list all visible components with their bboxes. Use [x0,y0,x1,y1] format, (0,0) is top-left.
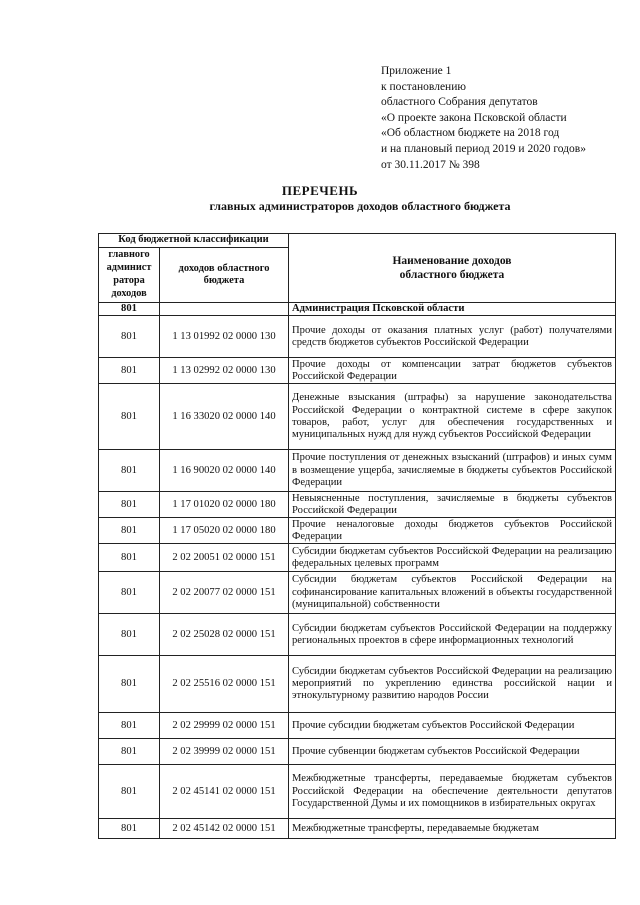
income-name-cell: Прочие субвенции бюджетам субъектов Российской Федерации [289,739,616,765]
income-name-cell: Межбюджетные трансферты, передаваемые бюджетам [289,819,616,839]
income-code-cell: 2 02 45141 02 0000 151 [160,765,289,819]
table-row [99,819,616,839]
admin-code-cell: 801 [99,656,160,713]
table-row [99,316,616,358]
table-row [99,656,616,713]
income-name-cell: Прочие доходы от компенсации затрат бюджетов субъектов Российской Федерации [289,358,616,384]
annex-line: Приложение 1 [381,65,452,77]
income-code-cell: 2 02 20077 02 0000 151 [160,572,289,614]
income-name-cell: Прочие доходы от оказания платных услуг (работ) получателями средств бюджетов субъектов Российской Федерации [289,316,616,358]
section-admin-code: 801 [99,303,160,316]
income-name-cell: Невыясненные поступления, зачисляемые в бюджеты субъектов Российской Федерации [289,492,616,518]
document-title: ПЕРЕЧЕНЬ [281,183,359,198]
admin-code-cell: 801 [99,450,160,492]
header-name: Наименование доходов областного бюджета [289,234,616,303]
header-income: доходов областного бюджета [160,248,289,303]
table-row [99,518,616,544]
admin-code-cell: 801 [99,739,160,765]
income-name-cell: Субсидии бюджетам субъектов Российской Федерации на поддержку региональных проектов в сфере информационных технологий [289,614,616,656]
table-row [99,358,616,384]
income-name-cell: Субсидии бюджетам субъектов Российской Федерации на реализацию мероприятий по укреплению единства российской нации и этнокультурному развитию народов России [289,656,616,713]
income-code-cell: 2 02 20051 02 0000 151 [160,544,289,572]
table-row [99,739,616,765]
header-admin: главного администратора доходов [99,248,160,303]
annex-block [381,64,636,173]
income-code-cell: 1 17 05020 02 0000 180 [160,518,289,544]
admin-code-cell: 801 [99,384,160,450]
table-row [99,544,616,572]
annex-line: от 30.11.2017 № 398 [381,158,480,171]
income-code-cell: 1 16 90020 02 0000 140 [160,450,289,492]
admin-code-cell: 801 [99,518,160,544]
document-subtitle: главных администраторов доходов областного бюджета [209,199,511,213]
income-name-cell: Межбюджетные трансферты, передаваемые бюджетам субъектов Российской Федерации на обеспечение деятельности депутатов Государственной Думы и их помощников в избирательных округах [289,765,616,819]
income-name-cell: Прочие субсидии бюджетам субъектов Российской Федерации [289,713,616,739]
admin-code-cell: 801 [99,713,160,739]
income-code-cell: 2 02 45142 02 0000 151 [160,819,289,839]
income-code-cell: 1 16 33020 02 0000 140 [160,384,289,450]
income-code-cell: 2 02 25516 02 0000 151 [160,656,289,713]
income-name-cell: Денежные взыскания (штрафы) за нарушение законодательства Российской Федерации о контрактной системе в сфере закупок товаров, работ, услуг для обеспечения государственных и муниципальных нужд для нужд субъектов Российской Федерации [289,384,616,450]
income-code-cell: 1 13 02992 02 0000 130 [160,358,289,384]
income-name-cell: Субсидии бюджетам субъектов Российской Федерации на софинансирование капитальных вложений в объекты государственной (муниципальной) собственности [289,572,616,614]
section-name: Администрация Псковской области [289,303,616,316]
annex-line: «О проекте закона Псковской области [381,111,567,124]
admin-code-cell: 801 [99,544,160,572]
income-name-cell: Субсидии бюджетам субъектов Российской Федерации на реализацию федеральных целевых программ [289,544,616,572]
income-name-cell: Прочие поступления от денежных взысканий (штрафов) и иных сумм в возмещение ущерба, зачисляемые в бюджеты субъектов Российской Федерации [289,450,616,492]
annex-line: к постановлению [381,80,466,93]
section-empty-cell [160,303,289,316]
admin-code-cell: 801 [99,572,160,614]
table-row [99,572,616,614]
income-name-cell: Прочие неналоговые доходы бюджетов субъектов Российской Федерации [289,518,616,544]
table-row [99,384,616,450]
header-code-group: Код бюджетной классификации [99,234,289,248]
admin-code-cell: 801 [99,358,160,384]
annex-line: и на плановый период 2019 и 2020 годов» [381,142,586,155]
table-row [99,713,616,739]
admin-code-cell: 801 [99,819,160,839]
income-code-cell: 1 17 01020 02 0000 180 [160,492,289,518]
income-code-cell: 1 13 01992 02 0000 130 [160,316,289,358]
income-code-cell: 2 02 25028 02 0000 151 [160,614,289,656]
table-row [99,765,616,819]
table-row [99,492,616,518]
table-row [99,614,616,656]
admin-code-cell: 801 [99,614,160,656]
income-code-cell: 2 02 39999 02 0000 151 [160,739,289,765]
section-row [99,303,616,316]
admin-code-cell: 801 [99,492,160,518]
table-row [99,450,616,492]
annex-line: областного Собрания депутатов [381,96,538,109]
revenue-administrators-table [98,233,616,839]
admin-code-cell: 801 [99,316,160,358]
income-code-cell: 2 02 29999 02 0000 151 [160,713,289,739]
annex-line: «Об областном бюджете на 2018 год [381,127,560,140]
admin-code-cell: 801 [99,765,160,819]
